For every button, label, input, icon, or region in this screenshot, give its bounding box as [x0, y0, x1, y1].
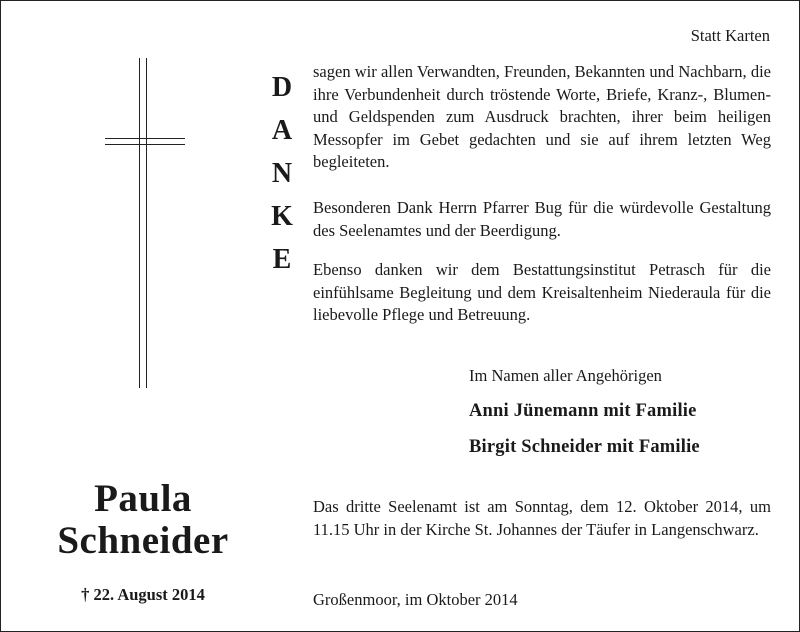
- danke-letter: A: [271, 115, 293, 146]
- danke-vertical-heading: [262, 66, 302, 281]
- family-name-2: Birgit Schneider mit Familie: [469, 437, 700, 457]
- thanks-paragraph-3: Ebenso danken wir dem Bestattungsinstitut Petrasch für die einfühlsame Begleitung und dem Kreisaltenheim Niederaula für die liebevolle Pflege und Betreuung.: [313, 260, 771, 324]
- danke-letter: K: [271, 201, 293, 232]
- danke-letter: D: [271, 72, 293, 103]
- danke-letter: E: [272, 244, 292, 275]
- thanks-paragraph-2: Besonderen Dank Herrn Pfarrer Bug für die würdevolle Gestaltung des Seelenamtes und der Beerdigung.: [313, 198, 771, 240]
- family-name-1: Anni Jünemann mit Familie: [469, 401, 697, 421]
- deceased-last-name: Schneider: [57, 519, 229, 562]
- death-date: † 22. August 2014: [81, 585, 205, 604]
- seelenamt-paragraph: Das dritte Seelenamt ist am Sonntag, dem 12. Oktober 2014, um 11.15 Uhr in der Kirche St. Johannes der Täufer in Langenschwarz.: [313, 497, 771, 539]
- deceased-name: [28, 478, 258, 562]
- thanks-paragraph-1: sagen wir allen Verwandten, Freunden, Bekannten und Nachbarn, die ihre Verbundenheit durch tröstende Worte, Briefe, Kranz-, Blumen- und Geldspenden zum Ausdruck brachten, ihrer beim heiligen Messopfer im Gebet gedachten und sie auf ihrem letzten Weg begleiteten.: [313, 62, 771, 171]
- place-date: Großenmoor, im Oktober 2014: [313, 590, 518, 609]
- signature-intro: Im Namen aller Angehörigen: [469, 366, 662, 385]
- deceased-first-name: Paula: [94, 477, 192, 520]
- statt-karten-label: Statt Karten: [690, 26, 770, 45]
- danke-letter: N: [271, 158, 293, 189]
